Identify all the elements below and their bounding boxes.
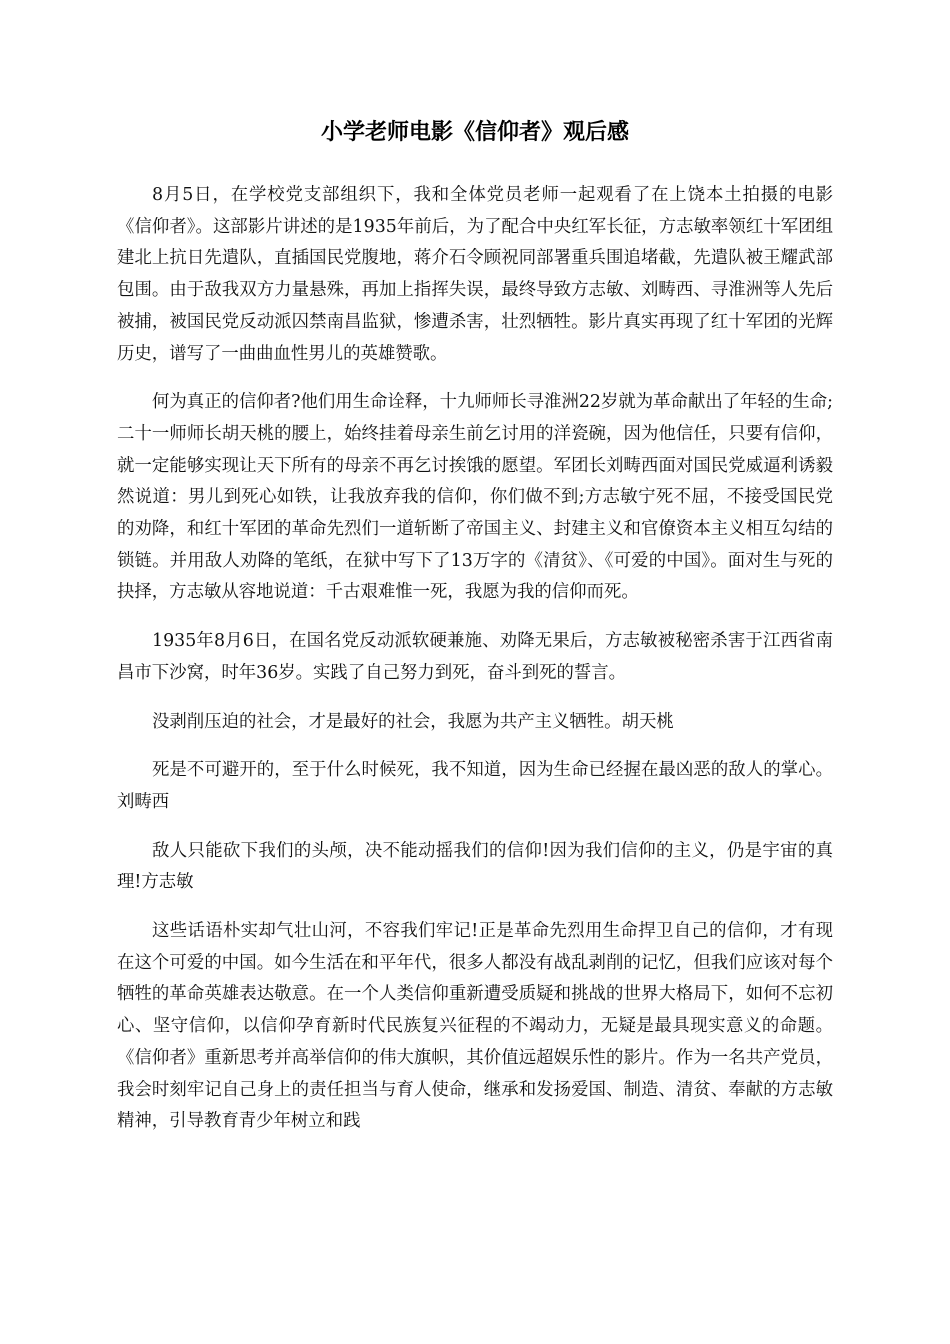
document-title: 小学老师电影《信仰者》观后感 xyxy=(320,119,629,145)
document-body xyxy=(117,180,833,1155)
paragraph-7: 这些话语朴实却气壮山河，不容我们牢记!正是革命先烈用生命捍卫自己的信仰，才有现在这个可爱的中国。如今生活在和平年代，很多人都没有战乱剥削的记忆，但我们应该对每个牺牲的革命英雄表达敬意。在一个人类信仰重新遭受质疑和挑战的世界大格局下，如何不忘初心、坚守信仰，以信仰孕育新时代民族复兴征程的不竭动力，无疑是最具现实意义的命题。《信仰者》重新思考并高举信仰的伟大旗帜，其价值远超娱乐性的影片。作为一名共产党员，我会时刻牢记自己身上的责任担当与育人使命，继承和发扬爱国、制造、清贫、奉献的方志敏精神，引导教育青少年树立和践 xyxy=(117,921,833,1132)
quote-hu-tiantao: 没剥削压迫的社会，才是最好的社会，我愿为共产主义牺牲。胡天桃 xyxy=(152,711,674,732)
quote-fang-zhimin: 敌人只能砍下我们的头颅，决不能动摇我们的信仰!因为我们信仰的主义，仍是宇宙的真理!方志敏 xyxy=(117,840,833,893)
paragraph-1: 8月5日，在学校党支部组织下，我和全体党员老师一起观看了在上饶本土拍摄的电影《信仰者》。这部影片讲述的是1935年前后，为了配合中央红军长征，方志敏率领红十军团组建北上抗日先遣队，直插国民党腹地，蒋介石令顾祝同部署重兵围追堵截，先遣队被王耀武部包围。由于敌我双方力量悬殊，再加上指挥失误，最终导致方志敏、刘畴西、寻淮洲等人先后被捕，被国民党反动派囚禁南昌监狱，惨遭杀害，壮烈牺牲。影片真实再现了红十军团的光辉历史，谱写了一曲曲血性男儿的英雄赞歌。 xyxy=(117,185,833,364)
paragraph-3: 1935年8月6日，在国名党反动派软硬兼施、劝降无果后，方志敏被秘密杀害于江西省南昌市下沙窝，时年36岁。实践了自己努力到死，奋斗到死的誓言。 xyxy=(117,631,833,683)
paragraph-2: 何为真正的信仰者?他们用生命诠释，十九师师长寻淮洲22岁就为革命献出了年轻的生命;二十一师师长胡天桃的腰上，始终挂着母亲生前乞讨用的洋瓷碗，因为他信任，只要有信仰，就一定能够实现让天下所有的母亲不再乞讨挨饿的愿望。军团长刘畴西面对国民党威逼利诱毅然说道：男儿到死心如铁，让我放弃我的信仰，你们做不到;方志敏宁死不屈，不接受国民党的劝降，和红十军团的革命先烈们一道斩断了帝国主义、封建主义和官僚资本主义相互勾结的锁链。并用敌人劝降的笔纸，在狱中写下了13万字的《清贫》、《可爱的中国》。面对生与死的抉择，方志敏从容地说道：千古艰难惟一死，我愿为我的信仰而死。 xyxy=(117,392,833,603)
quote-liu-chouxi: 死是不可避开的，至于什么时候死，我不知道，因为生命已经握在最凶恶的敌人的掌心。刘畴西 xyxy=(117,760,833,812)
